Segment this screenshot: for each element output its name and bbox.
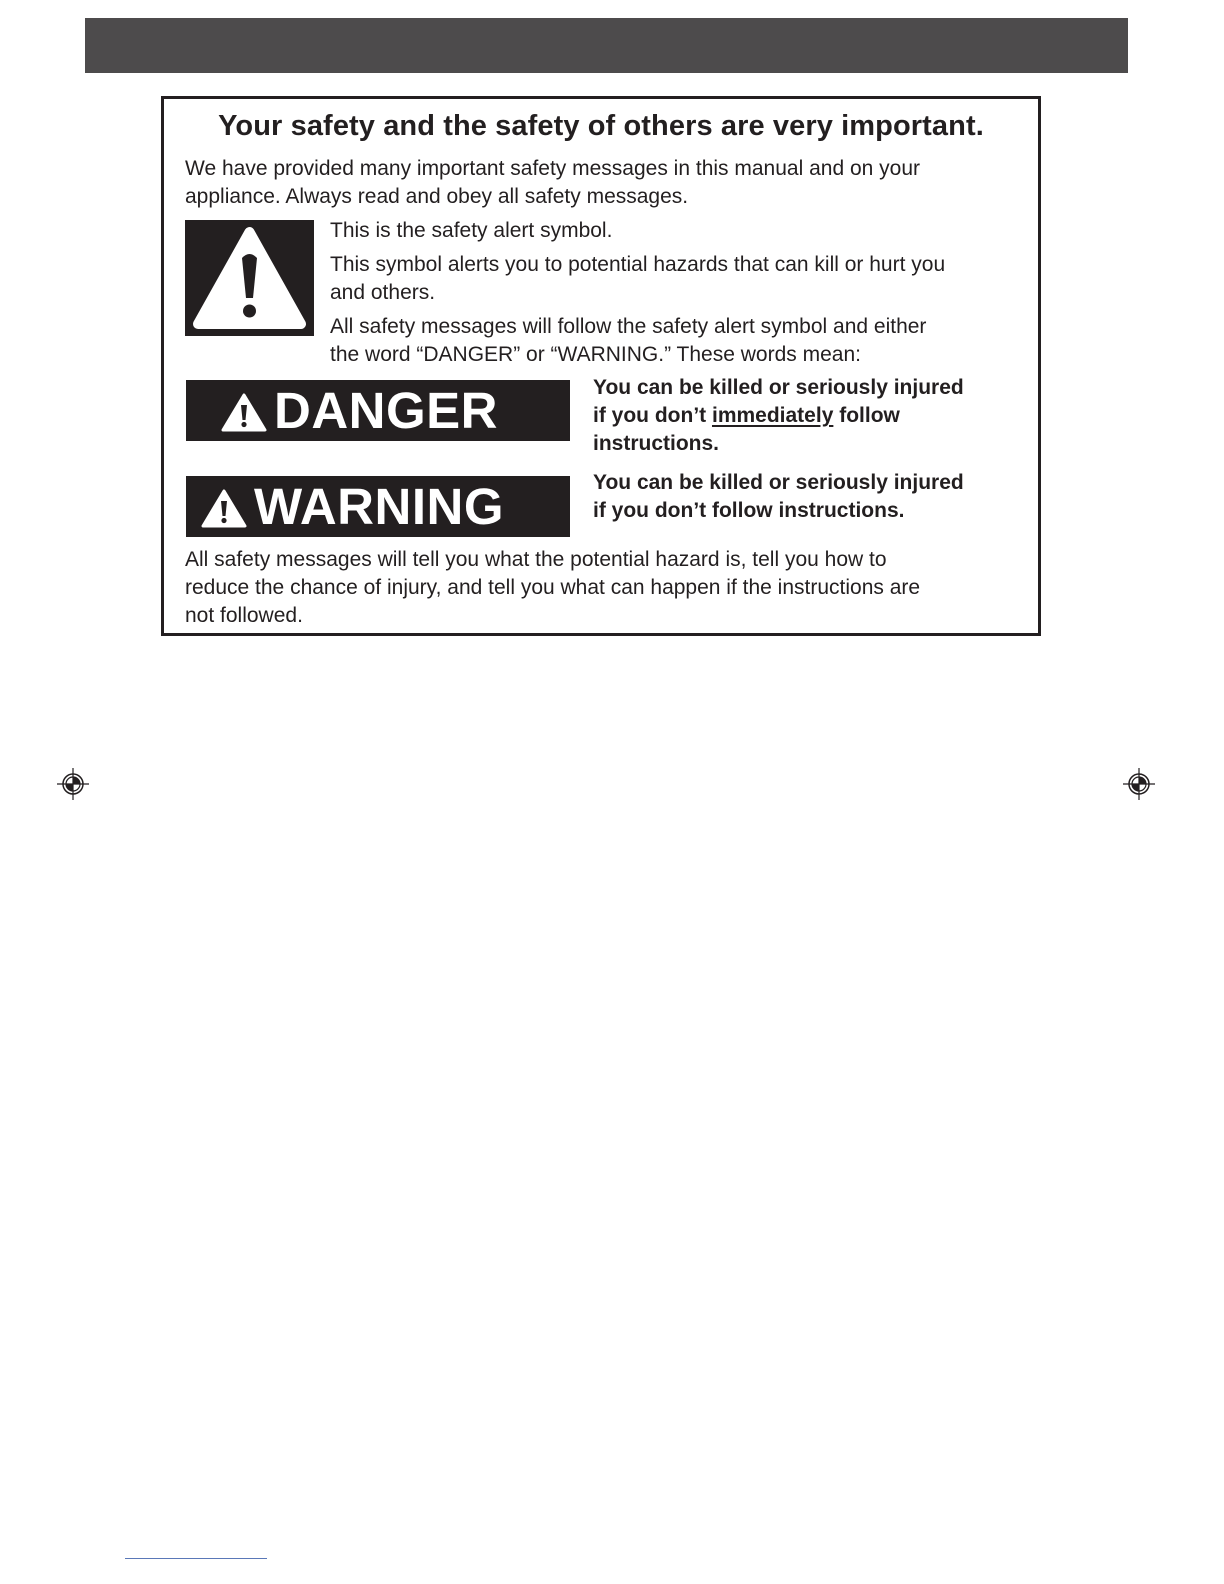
warning-label <box>186 476 570 537</box>
danger-text-line-1: You can be killed or seriously injured <box>593 376 964 399</box>
alert-text-line-1: This is the safety alert symbol. <box>330 219 613 242</box>
safety-alert-symbol <box>185 220 314 336</box>
alert-text-line-2: This symbol alerts you to potential hazards that can kill or hurt you <box>330 253 946 276</box>
warning-alert-triangle-icon <box>200 488 248 528</box>
danger-label <box>186 380 570 441</box>
warning-text-line-1: You can be killed or seriously injured <box>593 471 964 494</box>
footer-rule <box>125 1558 267 1559</box>
warning-text-line-2: if you don’t follow instructions. <box>593 499 905 522</box>
intro-line-2: appliance. Always read and obey all safety messages. <box>185 185 689 208</box>
registration-mark-icon <box>1123 768 1155 800</box>
closing-line-2: reduce the chance of injury, and tell you what can happen if the instructions are <box>185 576 921 599</box>
safety-title: Your safety and the safety of others are very important. <box>218 110 984 142</box>
warning-word: WARNING <box>254 478 504 535</box>
closing-line-3: not followed. <box>185 604 303 627</box>
danger-text-line-2: if you don’t immediately follow <box>593 404 900 427</box>
alert-text-line-5: the word “DANGER” or “WARNING.” These words mean: <box>330 343 861 366</box>
safety-notice-box <box>161 96 1041 636</box>
safety-alert-triangle-icon <box>185 220 314 336</box>
intro-line-1: We have provided many important safety messages in this manual and on your <box>185 157 920 180</box>
header-bar <box>85 18 1128 73</box>
alert-text-line-3: and others. <box>330 281 436 304</box>
closing-line-1: All safety messages will tell you what the potential hazard is, tell you how to <box>185 548 887 571</box>
danger-text-line-3: instructions. <box>593 432 720 455</box>
registration-mark-icon <box>57 768 89 800</box>
alert-text-line-4: All safety messages will follow the safety alert symbol and either <box>330 315 927 338</box>
danger-alert-triangle-icon <box>220 392 268 432</box>
danger-word: DANGER <box>274 382 499 439</box>
immediately-emphasis: immediately <box>711 404 834 427</box>
